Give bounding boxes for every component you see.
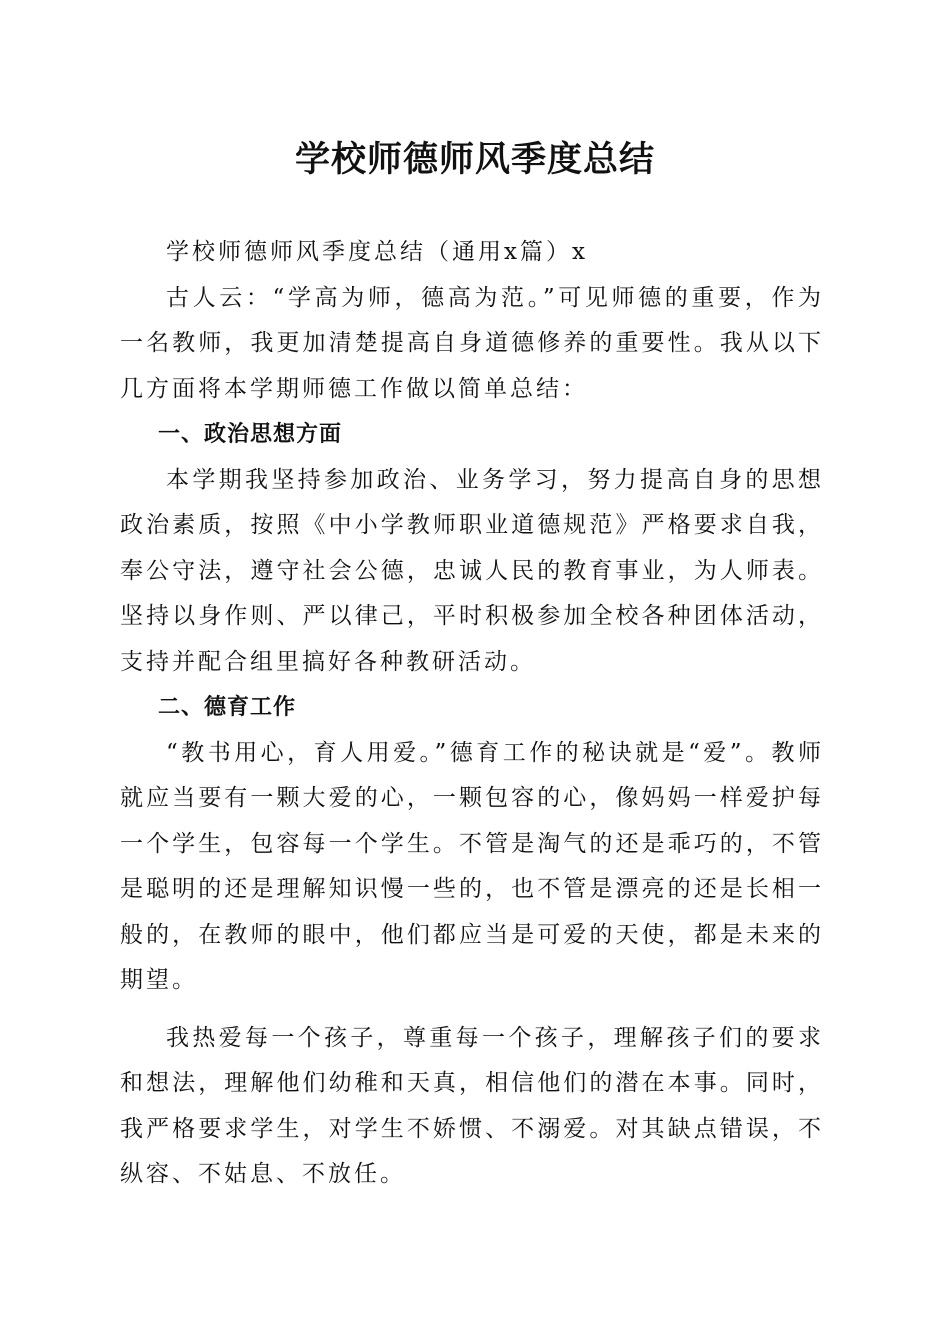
section-heading-politics: 一、政治思想方面	[158, 422, 343, 447]
subtitle-paragraph: 学校师德师风季度总结（通用x篇）x	[166, 239, 588, 265]
section-paragraph-moral-education-2: 我热爱每一个孩子，尊重每一个孩子，理解孩子们的要求和想法，理解他们幼稚和天真，相信他们的潜在本事。同时，我严格要求学生，对学生不娇惯、不溺爱。对其缺点错误，不纵容、不姑息、不放任。	[120, 1024, 824, 1187]
section-paragraph-politics: 本学期我坚持参加政治、业务学习，努力提高自身的思想政治素质，按照《中小学教师职业道德规范》严格要求自我，奉公守法，遵守社会公德，忠诚人民的教育事业，为人师表。坚持以身作则、严以律己，平时积极参加全校各种团体活动，支持并配合组里搞好各种教研活动。	[120, 466, 824, 675]
document-body	[120, 230, 824, 1198]
section-paragraph-moral-education-1: “教书用心，育人用爱。”德育工作的秘诀就是“爱”。教师就应当要有一颗大爱的心，一颗包容的心，像妈妈一样爱护每一个学生，包容每一个学生。不管是淘气的还是乖巧的，不管是聪明的还是理解知识慢一些的，也不管是漂亮的还是长相一般的，在教师的眼中，他们都应当是可爱的天使，都是未来的期望。	[120, 739, 824, 993]
section-heading-moral-education: 二、德育工作	[158, 695, 297, 720]
document-title: 学校师德师风季度总结	[294, 139, 655, 180]
intro-paragraph: 古人云：“学高为师，德高为范。”可见师德的重要，作为一名教师，我更加清楚提高自身道德修养的重要性。我从以下几方面将本学期师德工作做以简单总结：	[120, 284, 824, 402]
